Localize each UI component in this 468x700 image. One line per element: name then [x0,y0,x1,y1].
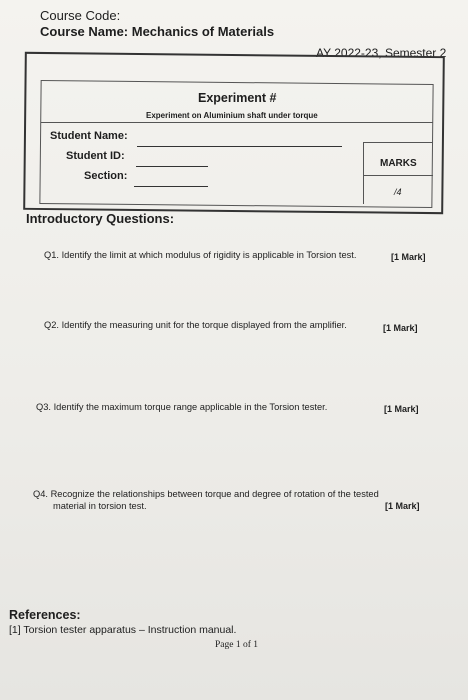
section-field[interactable] [134,186,208,187]
question-4: Q4. Recognize the relationships between torque and degree of rotation of the tested [33,489,379,499]
references-heading: References: [9,608,81,622]
question-3-mark: [1 Mark] [384,404,419,414]
student-id-field[interactable] [136,166,208,167]
course-name: Course Name: Mechanics of Materials [40,24,275,39]
marks-label: MARKS [380,158,417,169]
student-name-label: Student Name: [50,130,128,142]
course-code: Course Code: [40,8,121,23]
marks-column-divider [363,142,364,204]
intro-heading: Introductory Questions: [26,211,175,226]
marks-value: /4 [394,187,402,197]
question-3: Q3. Identify the maximum torque range applicable in the Torsion tester. [36,402,328,412]
reference-item: [1] Torsion tester apparatus – Instruction manual. [9,624,237,636]
question-4-mark: [1 Mark] [385,501,420,511]
student-id-label: Student ID: [66,150,125,162]
question-2-mark: [1 Mark] [383,323,418,333]
section-label: Section: [84,170,128,182]
question-1-mark: [1 Mark] [391,252,426,262]
academic-year: AY 2022-23, Semester 2 [316,46,447,60]
marks-top-line [363,142,433,143]
student-name-field[interactable] [137,146,342,147]
question-1: Q1. Identify the limit at which modulus of rigidity is applicable in Torsion test. [44,250,357,260]
marks-middle-line [363,175,433,176]
table-divider [41,122,433,123]
question-2: Q2. Identify the measuring unit for the torque displayed from the amplifier. [44,320,347,330]
experiment-title: Experiment # [198,91,277,105]
experiment-subtitle: Experiment on Aluminium shaft under torque [146,111,318,120]
question-4-continued: material in torsion test. [53,501,147,511]
page-number: Page 1 of 1 [215,640,259,650]
